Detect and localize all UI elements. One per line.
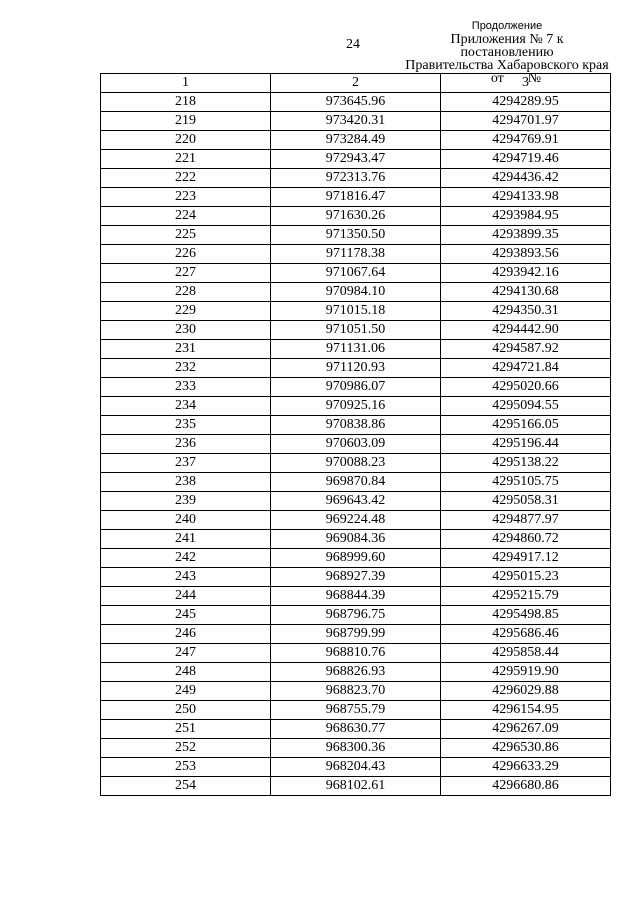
table-row bbox=[101, 112, 611, 131]
point-number-cell: 220 bbox=[101, 131, 271, 150]
x-coordinate-cell: 968927.39 bbox=[271, 568, 441, 587]
point-number-cell: 245 bbox=[101, 606, 271, 625]
y-coordinate-cell: 4296633.29 bbox=[441, 758, 611, 777]
y-coordinate-cell: 4293899.35 bbox=[441, 226, 611, 245]
table-row bbox=[101, 264, 611, 283]
point-number-cell: 226 bbox=[101, 245, 271, 264]
table-row bbox=[101, 378, 611, 397]
table-row bbox=[101, 511, 611, 530]
x-coordinate-cell: 973284.49 bbox=[271, 131, 441, 150]
table-row bbox=[101, 169, 611, 188]
x-coordinate-cell: 970986.07 bbox=[271, 378, 441, 397]
y-coordinate-cell: 4293984.95 bbox=[441, 207, 611, 226]
point-number-cell: 227 bbox=[101, 264, 271, 283]
page-number: 24 bbox=[346, 37, 360, 52]
y-coordinate-cell: 4294289.95 bbox=[441, 93, 611, 112]
header-appendix-line: Приложения № 7 к постановлению bbox=[450, 32, 564, 60]
y-coordinate-cell: 4294769.91 bbox=[441, 131, 611, 150]
point-number-cell: 252 bbox=[101, 739, 271, 758]
y-coordinate-cell: 4296267.09 bbox=[441, 720, 611, 739]
y-coordinate-cell: 4293893.56 bbox=[441, 245, 611, 264]
table-row bbox=[101, 606, 611, 625]
point-number-cell: 232 bbox=[101, 359, 271, 378]
column-header: 1 bbox=[101, 74, 271, 93]
point-number-cell: 231 bbox=[101, 340, 271, 359]
point-number-cell: 229 bbox=[101, 302, 271, 321]
table-row bbox=[101, 397, 611, 416]
table-row bbox=[101, 226, 611, 245]
table-row bbox=[101, 530, 611, 549]
table-row bbox=[101, 720, 611, 739]
y-coordinate-cell: 4295686.46 bbox=[441, 625, 611, 644]
point-number-cell: 219 bbox=[101, 112, 271, 131]
point-number-cell: 249 bbox=[101, 682, 271, 701]
y-coordinate-cell: 4296154.95 bbox=[441, 701, 611, 720]
point-number-cell: 244 bbox=[101, 587, 271, 606]
point-number-cell: 228 bbox=[101, 283, 271, 302]
table-row bbox=[101, 131, 611, 150]
x-coordinate-cell: 971178.38 bbox=[271, 245, 441, 264]
point-number-cell: 225 bbox=[101, 226, 271, 245]
x-coordinate-cell: 968810.76 bbox=[271, 644, 441, 663]
table-row bbox=[101, 207, 611, 226]
x-coordinate-cell: 968823.70 bbox=[271, 682, 441, 701]
header-number-label: № bbox=[527, 71, 542, 86]
point-number-cell: 236 bbox=[101, 435, 271, 454]
header-continuation: Продолжение bbox=[471, 20, 543, 32]
table-row bbox=[101, 701, 611, 720]
table-row bbox=[101, 188, 611, 207]
x-coordinate-cell: 971350.50 bbox=[271, 226, 441, 245]
y-coordinate-cell: 4295020.66 bbox=[441, 378, 611, 397]
y-coordinate-cell: 4294701.97 bbox=[441, 112, 611, 131]
x-coordinate-cell: 968102.61 bbox=[271, 777, 441, 796]
x-coordinate-cell: 968796.75 bbox=[271, 606, 441, 625]
y-coordinate-cell: 4294917.12 bbox=[441, 549, 611, 568]
y-coordinate-cell: 4295094.55 bbox=[441, 397, 611, 416]
x-coordinate-cell: 970838.86 bbox=[271, 416, 441, 435]
point-number-cell: 254 bbox=[101, 777, 271, 796]
table-row bbox=[101, 245, 611, 264]
x-coordinate-cell: 968799.99 bbox=[271, 625, 441, 644]
y-coordinate-cell: 4295858.44 bbox=[441, 644, 611, 663]
table-row bbox=[101, 473, 611, 492]
x-coordinate-cell: 971131.06 bbox=[271, 340, 441, 359]
point-number-cell: 247 bbox=[101, 644, 271, 663]
column-header: 2 bbox=[271, 74, 441, 93]
point-number-cell: 230 bbox=[101, 321, 271, 340]
x-coordinate-cell: 968826.93 bbox=[271, 663, 441, 682]
y-coordinate-cell: 4295166.05 bbox=[441, 416, 611, 435]
y-coordinate-cell: 4294721.84 bbox=[441, 359, 611, 378]
y-coordinate-cell: 4295058.31 bbox=[441, 492, 611, 511]
x-coordinate-cell: 968999.60 bbox=[271, 549, 441, 568]
point-number-cell: 221 bbox=[101, 150, 271, 169]
y-coordinate-cell: 4296530.86 bbox=[441, 739, 611, 758]
table-row bbox=[101, 568, 611, 587]
point-number-cell: 240 bbox=[101, 511, 271, 530]
point-number-cell: 239 bbox=[101, 492, 271, 511]
point-number-cell: 222 bbox=[101, 169, 271, 188]
table-row bbox=[101, 435, 611, 454]
x-coordinate-cell: 968844.39 bbox=[271, 587, 441, 606]
table-header-row bbox=[101, 74, 611, 93]
point-number-cell: 223 bbox=[101, 188, 271, 207]
table-row bbox=[101, 587, 611, 606]
x-coordinate-cell: 972943.47 bbox=[271, 150, 441, 169]
y-coordinate-cell: 4294860.72 bbox=[441, 530, 611, 549]
table-row bbox=[101, 283, 611, 302]
point-number-cell: 253 bbox=[101, 758, 271, 777]
x-coordinate-cell: 971630.26 bbox=[271, 207, 441, 226]
coordinates-table bbox=[100, 73, 611, 796]
table-row bbox=[101, 758, 611, 777]
header-government-line: Правительства Хабаровского края bbox=[405, 58, 609, 73]
y-coordinate-cell: 4294442.90 bbox=[441, 321, 611, 340]
y-coordinate-cell: 4294436.42 bbox=[441, 169, 611, 188]
x-coordinate-cell: 968300.36 bbox=[271, 739, 441, 758]
x-coordinate-cell: 968204.43 bbox=[271, 758, 441, 777]
column-header: 3 bbox=[441, 74, 611, 93]
y-coordinate-cell: 4294877.97 bbox=[441, 511, 611, 530]
x-coordinate-cell: 969084.36 bbox=[271, 530, 441, 549]
point-number-cell: 233 bbox=[101, 378, 271, 397]
point-number-cell: 224 bbox=[101, 207, 271, 226]
table-row bbox=[101, 359, 611, 378]
x-coordinate-cell: 971816.47 bbox=[271, 188, 441, 207]
table-row bbox=[101, 682, 611, 701]
y-coordinate-cell: 4295919.90 bbox=[441, 663, 611, 682]
x-coordinate-cell: 972313.76 bbox=[271, 169, 441, 188]
x-coordinate-cell: 970603.09 bbox=[271, 435, 441, 454]
point-number-cell: 238 bbox=[101, 473, 271, 492]
x-coordinate-cell: 969643.42 bbox=[271, 492, 441, 511]
x-coordinate-cell: 968630.77 bbox=[271, 720, 441, 739]
y-coordinate-cell: 4296029.88 bbox=[441, 682, 611, 701]
table-row bbox=[101, 150, 611, 169]
x-coordinate-cell: 970088.23 bbox=[271, 454, 441, 473]
table-row bbox=[101, 663, 611, 682]
y-coordinate-cell: 4295138.22 bbox=[441, 454, 611, 473]
table-row bbox=[101, 416, 611, 435]
y-coordinate-cell: 4295105.75 bbox=[441, 473, 611, 492]
table-row bbox=[101, 454, 611, 473]
x-coordinate-cell: 973645.96 bbox=[271, 93, 441, 112]
x-coordinate-cell: 971051.50 bbox=[271, 321, 441, 340]
table-row bbox=[101, 93, 611, 112]
point-number-cell: 241 bbox=[101, 530, 271, 549]
x-coordinate-cell: 971015.18 bbox=[271, 302, 441, 321]
x-coordinate-cell: 971067.64 bbox=[271, 264, 441, 283]
y-coordinate-cell: 4294719.46 bbox=[441, 150, 611, 169]
point-number-cell: 218 bbox=[101, 93, 271, 112]
x-coordinate-cell: 970925.16 bbox=[271, 397, 441, 416]
point-number-cell: 242 bbox=[101, 549, 271, 568]
x-coordinate-cell: 969224.48 bbox=[271, 511, 441, 530]
table-row bbox=[101, 492, 611, 511]
header-from-label: от bbox=[490, 71, 504, 86]
point-number-cell: 237 bbox=[101, 454, 271, 473]
y-coordinate-cell: 4294130.68 bbox=[441, 283, 611, 302]
table-row bbox=[101, 549, 611, 568]
table-row bbox=[101, 739, 611, 758]
y-coordinate-cell: 4295215.79 bbox=[441, 587, 611, 606]
table-row bbox=[101, 321, 611, 340]
point-number-cell: 243 bbox=[101, 568, 271, 587]
point-number-cell: 246 bbox=[101, 625, 271, 644]
x-coordinate-cell: 969870.84 bbox=[271, 473, 441, 492]
point-number-cell: 250 bbox=[101, 701, 271, 720]
y-coordinate-cell: 4294133.98 bbox=[441, 188, 611, 207]
x-coordinate-cell: 973420.31 bbox=[271, 112, 441, 131]
x-coordinate-cell: 968755.79 bbox=[271, 701, 441, 720]
x-coordinate-cell: 971120.93 bbox=[271, 359, 441, 378]
point-number-cell: 251 bbox=[101, 720, 271, 739]
y-coordinate-cell: 4295498.85 bbox=[441, 606, 611, 625]
table-row bbox=[101, 777, 611, 796]
point-number-cell: 234 bbox=[101, 397, 271, 416]
y-coordinate-cell: 4296680.86 bbox=[441, 777, 611, 796]
table-row bbox=[101, 302, 611, 321]
y-coordinate-cell: 4295015.23 bbox=[441, 568, 611, 587]
y-coordinate-cell: 4294587.92 bbox=[441, 340, 611, 359]
table-row bbox=[101, 625, 611, 644]
y-coordinate-cell: 4295196.44 bbox=[441, 435, 611, 454]
point-number-cell: 235 bbox=[101, 416, 271, 435]
x-coordinate-cell: 970984.10 bbox=[271, 283, 441, 302]
y-coordinate-cell: 4293942.16 bbox=[441, 264, 611, 283]
y-coordinate-cell: 4294350.31 bbox=[441, 302, 611, 321]
table-row bbox=[101, 340, 611, 359]
table-row bbox=[101, 644, 611, 663]
point-number-cell: 248 bbox=[101, 663, 271, 682]
